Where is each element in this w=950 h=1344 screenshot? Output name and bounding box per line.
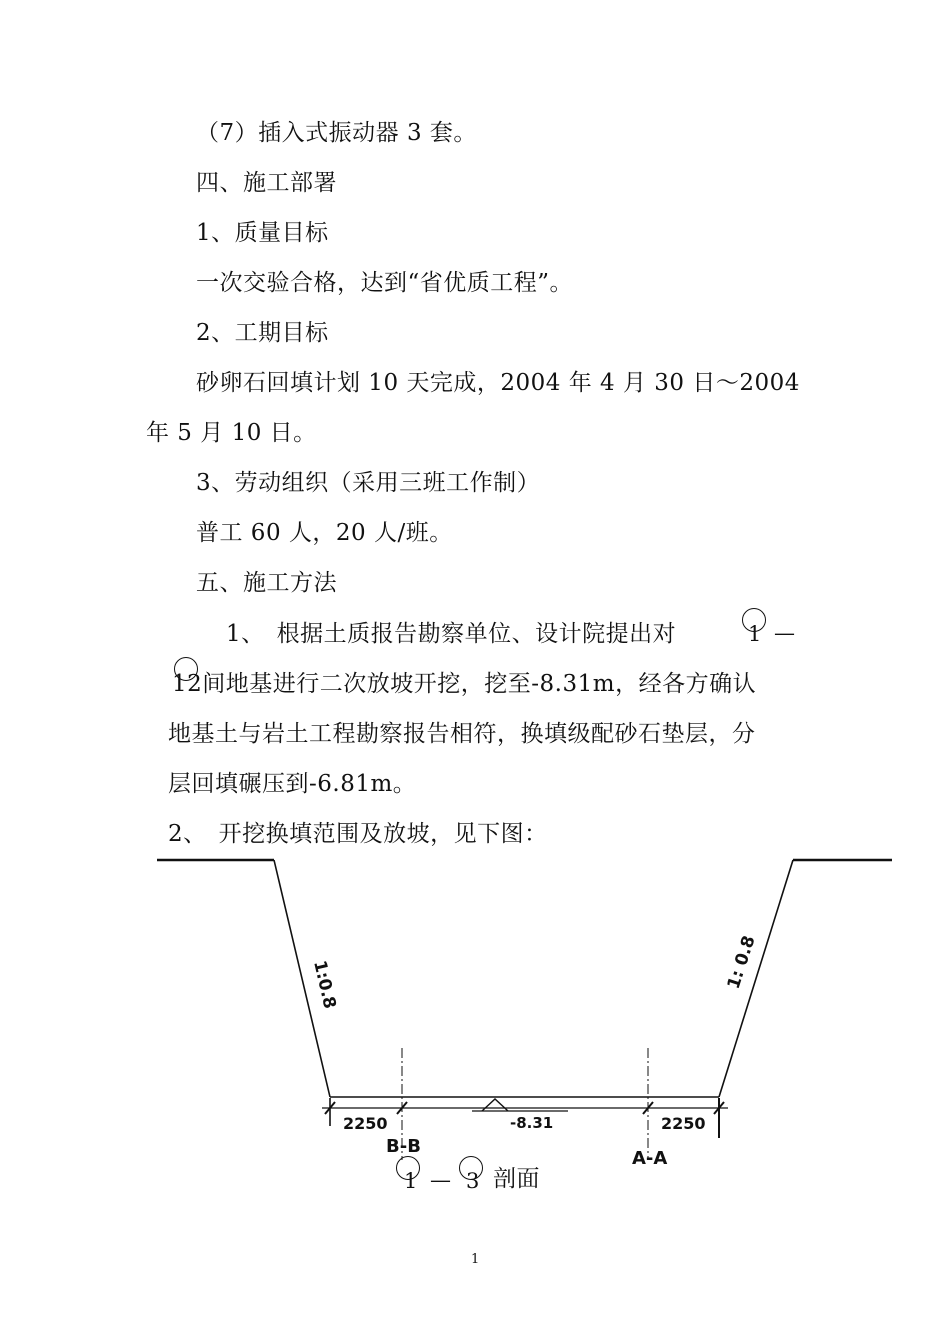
dim-oblique-1	[325, 1102, 335, 1114]
text-line-1: （7）插入式振动器 3 套。	[196, 120, 477, 146]
text-line-4: 一次交验合格，达到“省优质工程”。	[196, 270, 574, 296]
dimension-right: 2250	[661, 1114, 706, 1133]
text-line-6: 砂卵石回填计划 10 天完成，2004 年 4 月 30 日～2004	[196, 370, 800, 396]
text-line-9: 普工 60 人，20 人/班。	[196, 520, 453, 546]
dim-oblique-3	[643, 1102, 653, 1114]
slope-left	[274, 860, 330, 1097]
axis-label-12: 12	[172, 671, 203, 697]
axis-dash: —	[774, 621, 795, 645]
section-label-b-b: B-B	[386, 1136, 421, 1157]
method-2-line: 2、 开挖换填范围及放坡，见下图：	[168, 821, 548, 847]
slope-label-left: 1:0.8	[309, 958, 340, 1011]
axis-label-1: 1	[748, 622, 762, 646]
caption-axis-label-3: 3	[466, 1169, 480, 1193]
text-line-10: 五、施工方法	[196, 570, 337, 596]
section-label-a-a: A-A	[632, 1148, 668, 1169]
caption-axis-label-1: 1	[404, 1169, 418, 1193]
text-line-8: 3、劳动组织（采用三班工作制）	[196, 470, 541, 496]
slope-right	[719, 860, 793, 1097]
dim-oblique-4	[714, 1102, 724, 1114]
dimension-left: 2250	[343, 1114, 388, 1133]
method-1-prefix: 1、 根据土质报告勘察单位、设计院提出对	[226, 621, 677, 647]
text-line-2: 四、施工部署	[196, 170, 337, 196]
method-1-line-3: 地基土与岩土工程勘察报告相符，换填级配砂石垫层，分	[168, 721, 756, 747]
elevation-label: -8.31	[510, 1114, 554, 1132]
text-line-3: 1、质量目标	[196, 220, 329, 246]
dim-oblique-2	[397, 1102, 407, 1114]
method-1-line-2	[172, 670, 756, 698]
elevation-marker-icon	[482, 1099, 508, 1111]
text-line-5: 2、工期目标	[196, 320, 329, 346]
text-line-7: 年 5 月 10 日。	[146, 420, 317, 446]
method-1-line-4: 层回填碾压到-6.81m。	[168, 771, 417, 797]
method-1-line-1	[226, 620, 676, 648]
method-1-line-2-text: 间地基进行二次放坡开挖，挖至-8.31m，经各方确认	[202, 671, 757, 697]
figure-caption: 剖面	[493, 1166, 540, 1192]
page-number: 1	[471, 1252, 480, 1267]
caption-dash: —	[430, 1168, 451, 1192]
slope-label-right: 1: 0.8	[723, 933, 760, 992]
